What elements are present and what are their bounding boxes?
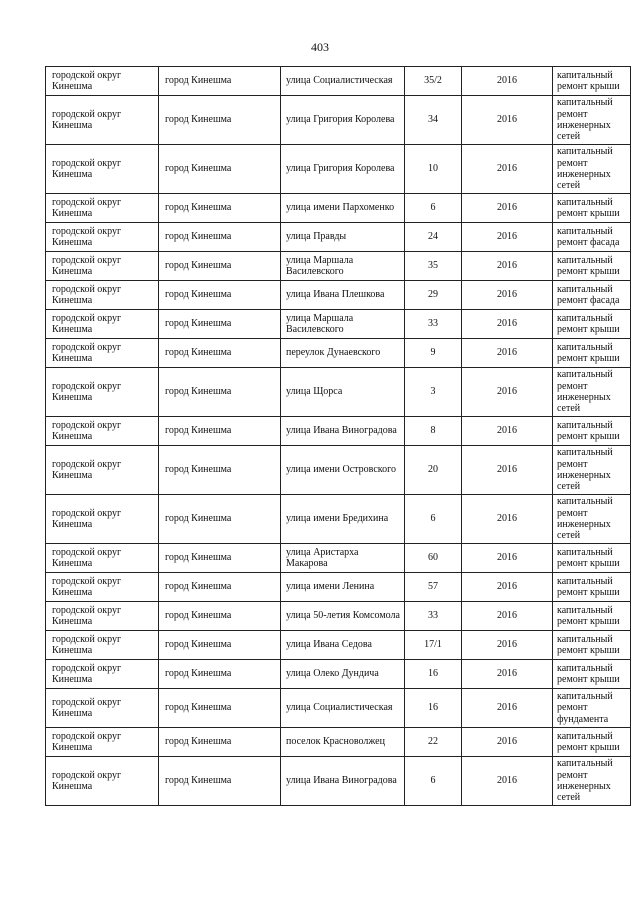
street-cell: переулок Дунаевского bbox=[281, 339, 405, 368]
year-cell: 2016 bbox=[462, 573, 553, 602]
table-row bbox=[46, 631, 631, 660]
work-type-cell: капитальный ремонт фасада bbox=[553, 223, 631, 252]
district-cell: городской округ Кинешма bbox=[46, 757, 159, 806]
district-cell: городской округ Кинешма bbox=[46, 339, 159, 368]
street-cell: улица имени Островского bbox=[281, 446, 405, 495]
table-row bbox=[46, 194, 631, 223]
district-cell: городской округ Кинешма bbox=[46, 728, 159, 757]
street-cell: улица Ивана Седова bbox=[281, 631, 405, 660]
table-row bbox=[46, 96, 631, 145]
street-cell: улица Социалистическая bbox=[281, 689, 405, 728]
house-number-cell: 20 bbox=[405, 446, 462, 495]
year-cell: 2016 bbox=[462, 67, 553, 96]
district-cell: городской округ Кинешма bbox=[46, 417, 159, 446]
work-type-cell: капитальный ремонт крыши bbox=[553, 573, 631, 602]
city-cell: город Кинешма bbox=[159, 194, 281, 223]
house-number-cell: 34 bbox=[405, 96, 462, 145]
year-cell: 2016 bbox=[462, 631, 553, 660]
street-cell: улица Григория Королева bbox=[281, 96, 405, 145]
street-cell: улица имени Ленина bbox=[281, 573, 405, 602]
house-number-cell: 6 bbox=[405, 757, 462, 806]
city-cell: город Кинешма bbox=[159, 495, 281, 544]
table-row bbox=[46, 145, 631, 194]
year-cell: 2016 bbox=[462, 223, 553, 252]
work-type-cell: капитальный ремонт крыши bbox=[553, 310, 631, 339]
work-type-cell: капитальный ремонт фасада bbox=[553, 281, 631, 310]
street-cell: улица 50-летия Комсомола bbox=[281, 602, 405, 631]
work-type-cell: капитальный ремонт инженерных сетей bbox=[553, 145, 631, 194]
district-cell: городской округ Кинешма bbox=[46, 631, 159, 660]
year-cell: 2016 bbox=[462, 281, 553, 310]
table-row bbox=[46, 281, 631, 310]
city-cell: город Кинешма bbox=[159, 544, 281, 573]
house-number-cell: 33 bbox=[405, 310, 462, 339]
table-row bbox=[46, 446, 631, 495]
year-cell: 2016 bbox=[462, 728, 553, 757]
year-cell: 2016 bbox=[462, 495, 553, 544]
house-number-cell: 6 bbox=[405, 495, 462, 544]
work-type-cell: капитальный ремонт крыши bbox=[553, 660, 631, 689]
city-cell: город Кинешма bbox=[159, 417, 281, 446]
house-number-cell: 29 bbox=[405, 281, 462, 310]
street-cell: поселок Красноволжец bbox=[281, 728, 405, 757]
district-cell: городской округ Кинешма bbox=[46, 660, 159, 689]
house-number-cell: 6 bbox=[405, 194, 462, 223]
work-type-cell: капитальный ремонт крыши bbox=[553, 602, 631, 631]
house-number-cell: 60 bbox=[405, 544, 462, 573]
table-row bbox=[46, 252, 631, 281]
city-cell: город Кинешма bbox=[159, 446, 281, 495]
work-type-cell: капитальный ремонт крыши bbox=[553, 252, 631, 281]
house-number-cell: 16 bbox=[405, 660, 462, 689]
work-type-cell: капитальный ремонт инженерных сетей bbox=[553, 446, 631, 495]
house-number-cell: 57 bbox=[405, 573, 462, 602]
district-cell: городской округ Кинешма bbox=[46, 67, 159, 96]
city-cell: город Кинешма bbox=[159, 281, 281, 310]
street-cell: улица имени Бредихина bbox=[281, 495, 405, 544]
page-number: 403 bbox=[311, 40, 329, 54]
district-cell: городской округ Кинешма bbox=[46, 573, 159, 602]
work-type-cell: капитальный ремонт крыши bbox=[553, 339, 631, 368]
house-number-cell: 33 bbox=[405, 602, 462, 631]
district-cell: городской округ Кинешма bbox=[46, 281, 159, 310]
year-cell: 2016 bbox=[462, 689, 553, 728]
work-type-cell: капитальный ремонт крыши bbox=[553, 544, 631, 573]
table-row bbox=[46, 573, 631, 602]
house-number-cell: 9 bbox=[405, 339, 462, 368]
table-row bbox=[46, 602, 631, 631]
house-number-cell: 10 bbox=[405, 145, 462, 194]
street-cell: улица Ивана Виноградова bbox=[281, 417, 405, 446]
year-cell: 2016 bbox=[462, 194, 553, 223]
street-cell: улица Ивана Виноградова bbox=[281, 757, 405, 806]
table-row bbox=[46, 728, 631, 757]
year-cell: 2016 bbox=[462, 757, 553, 806]
street-cell: улица Ивана Плешкова bbox=[281, 281, 405, 310]
year-cell: 2016 bbox=[462, 96, 553, 145]
work-type-cell: капитальный ремонт крыши bbox=[553, 728, 631, 757]
district-cell: городской округ Кинешма bbox=[46, 145, 159, 194]
year-cell: 2016 bbox=[462, 417, 553, 446]
table-row bbox=[46, 689, 631, 728]
city-cell: город Кинешма bbox=[159, 96, 281, 145]
city-cell: город Кинешма bbox=[159, 223, 281, 252]
table-row bbox=[46, 223, 631, 252]
work-type-cell: капитальный ремонт инженерных сетей bbox=[553, 96, 631, 145]
table-row bbox=[46, 495, 631, 544]
work-type-cell: капитальный ремонт инженерных сетей bbox=[553, 495, 631, 544]
table-row bbox=[46, 757, 631, 806]
table-row bbox=[46, 339, 631, 368]
work-type-cell: капитальный ремонт крыши bbox=[553, 631, 631, 660]
street-cell: улица Григория Королева bbox=[281, 145, 405, 194]
work-type-cell: капитальный ремонт фундамента bbox=[553, 689, 631, 728]
house-number-cell: 17/1 bbox=[405, 631, 462, 660]
street-cell: улица Щорса bbox=[281, 368, 405, 417]
year-cell: 2016 bbox=[462, 544, 553, 573]
district-cell: городской округ Кинешма bbox=[46, 602, 159, 631]
city-cell: город Кинешма bbox=[159, 757, 281, 806]
district-cell: городской округ Кинешма bbox=[46, 310, 159, 339]
street-cell: улица Социалистическая bbox=[281, 67, 405, 96]
table-row bbox=[46, 544, 631, 573]
year-cell: 2016 bbox=[462, 446, 553, 495]
street-cell: улица Аристарха Макарова bbox=[281, 544, 405, 573]
work-type-cell: капитальный ремонт инженерных сетей bbox=[553, 757, 631, 806]
district-cell: городской округ Кинешма bbox=[46, 689, 159, 728]
city-cell: город Кинешма bbox=[159, 602, 281, 631]
district-cell: городской округ Кинешма bbox=[46, 194, 159, 223]
table-row bbox=[46, 67, 631, 96]
year-cell: 2016 bbox=[462, 602, 553, 631]
city-cell: город Кинешма bbox=[159, 67, 281, 96]
year-cell: 2016 bbox=[462, 660, 553, 689]
street-cell: улица Маршала Василевского bbox=[281, 252, 405, 281]
house-number-cell: 24 bbox=[405, 223, 462, 252]
year-cell: 2016 bbox=[462, 145, 553, 194]
year-cell: 2016 bbox=[462, 252, 553, 281]
street-cell: улица имени Пархоменко bbox=[281, 194, 405, 223]
table-row bbox=[46, 368, 631, 417]
city-cell: город Кинешма bbox=[159, 631, 281, 660]
city-cell: город Кинешма bbox=[159, 660, 281, 689]
year-cell: 2016 bbox=[462, 310, 553, 339]
house-number-cell: 22 bbox=[405, 728, 462, 757]
house-number-cell: 35 bbox=[405, 252, 462, 281]
district-cell: городской округ Кинешма bbox=[46, 368, 159, 417]
street-cell: улица Олеко Дундича bbox=[281, 660, 405, 689]
work-type-cell: капитальный ремонт крыши bbox=[553, 194, 631, 223]
district-cell: городской округ Кинешма bbox=[46, 495, 159, 544]
house-number-cell: 16 bbox=[405, 689, 462, 728]
district-cell: городской округ Кинешма bbox=[46, 223, 159, 252]
district-cell: городской округ Кинешма bbox=[46, 96, 159, 145]
city-cell: город Кинешма bbox=[159, 145, 281, 194]
street-cell: улица Маршала Василевского bbox=[281, 310, 405, 339]
work-type-cell: капитальный ремонт крыши bbox=[553, 417, 631, 446]
house-number-cell: 8 bbox=[405, 417, 462, 446]
city-cell: город Кинешма bbox=[159, 252, 281, 281]
city-cell: город Кинешма bbox=[159, 368, 281, 417]
year-cell: 2016 bbox=[462, 339, 553, 368]
work-type-cell: капитальный ремонт крыши bbox=[553, 67, 631, 96]
district-cell: городской округ Кинешма bbox=[46, 252, 159, 281]
repair-schedule-table bbox=[45, 66, 631, 806]
work-type-cell: капитальный ремонт инженерных сетей bbox=[553, 368, 631, 417]
district-cell: городской округ Кинешма bbox=[46, 446, 159, 495]
table-row bbox=[46, 417, 631, 446]
street-cell: улица Правды bbox=[281, 223, 405, 252]
table-row bbox=[46, 310, 631, 339]
house-number-cell: 3 bbox=[405, 368, 462, 417]
district-cell: городской округ Кинешма bbox=[46, 544, 159, 573]
city-cell: город Кинешма bbox=[159, 310, 281, 339]
city-cell: город Кинешма bbox=[159, 573, 281, 602]
year-cell: 2016 bbox=[462, 368, 553, 417]
city-cell: город Кинешма bbox=[159, 339, 281, 368]
city-cell: город Кинешма bbox=[159, 728, 281, 757]
city-cell: город Кинешма bbox=[159, 689, 281, 728]
house-number-cell: 35/2 bbox=[405, 67, 462, 96]
table-body bbox=[46, 67, 631, 806]
table-row bbox=[46, 660, 631, 689]
